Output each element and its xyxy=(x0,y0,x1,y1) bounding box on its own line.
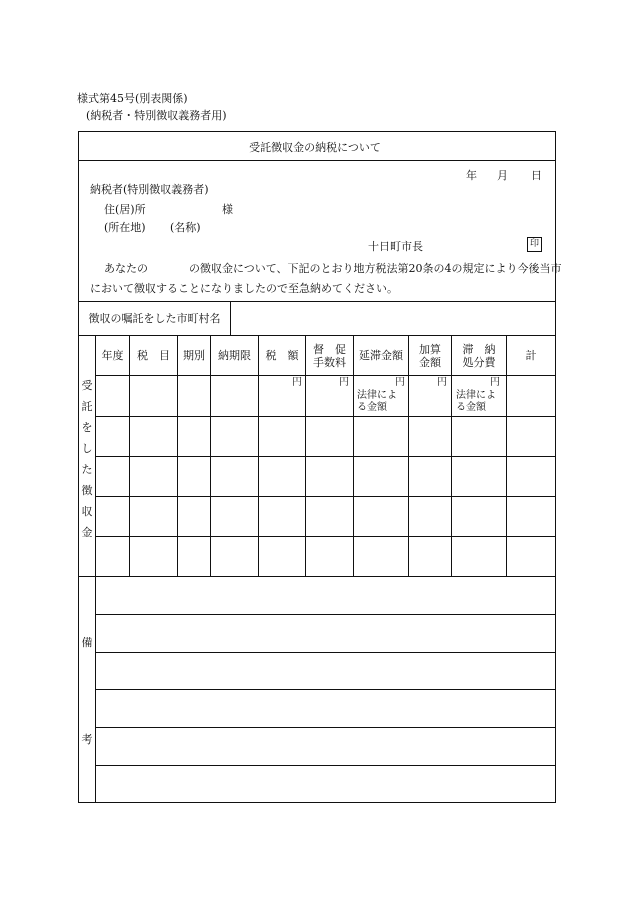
date-day: 日 xyxy=(531,169,542,182)
side-label-char-1: 受 xyxy=(81,379,93,392)
header-tax-amount: 税 額 xyxy=(265,349,299,362)
date-year: 年 xyxy=(466,169,477,182)
side-label-char-6: 徴 xyxy=(81,484,93,497)
form-usage: (納税者・特別徴収義務者用) xyxy=(86,109,227,122)
header-tax-item: 税 目 xyxy=(137,349,170,362)
row-line-3 xyxy=(95,496,555,497)
side-label-char-4: し xyxy=(81,442,93,455)
form-frame xyxy=(78,131,556,803)
form-number: 様式第45号(別表関係) xyxy=(77,92,188,105)
remarks-line-1 xyxy=(95,614,555,615)
row-line-2 xyxy=(95,456,555,457)
remarks-line-5 xyxy=(95,765,555,766)
taxpayer-label: 納税者(特別徴収義務者) xyxy=(90,183,209,196)
seal-mark: 印 xyxy=(527,237,542,252)
side-label-char-2: 託 xyxy=(81,400,93,413)
date-month: 月 xyxy=(497,169,508,182)
unit-dunning-fee: 円 xyxy=(339,377,349,388)
header-total: 計 xyxy=(525,349,537,362)
table-bottom-line xyxy=(79,576,555,577)
side-column-line xyxy=(95,335,96,802)
header-late-charge: 延滞金額 xyxy=(359,349,403,362)
honorific: 様 xyxy=(222,203,233,216)
municipality-divider xyxy=(230,302,231,335)
header-additional-amount: 加算 金額 xyxy=(419,342,441,369)
mayor-title: 十日町市長 xyxy=(368,240,423,253)
remarks-line-3 xyxy=(95,689,555,690)
body-line2: において徴収することになりましたので至急納めてください。 xyxy=(90,282,398,295)
remarks-label-char-2: 考 xyxy=(81,733,93,746)
name-label: (名称) xyxy=(170,221,201,234)
header-bottom-line xyxy=(95,375,555,376)
remarks-line-4 xyxy=(95,727,555,728)
unit-additional-amount: 円 xyxy=(437,377,447,388)
unit-late-charge: 円 xyxy=(395,377,405,388)
row-line-4 xyxy=(95,536,555,537)
remarks-label-char-1: 備 xyxy=(81,636,93,649)
address-label: 住(居)所 xyxy=(104,203,146,216)
body-line1-start: あなたの xyxy=(104,262,148,275)
location-label: (所在地) xyxy=(104,221,146,234)
side-label-char-3: を xyxy=(81,421,93,434)
disposition-cost-legal-note: 法律によ る金額 xyxy=(456,390,496,413)
row-line-1 xyxy=(95,416,555,417)
header-dunning-fee: 督 促 手数料 xyxy=(313,342,346,369)
header-due-date: 納期限 xyxy=(218,349,251,362)
header-period: 期別 xyxy=(183,349,205,362)
form-title: 受託徴収金の納税について xyxy=(249,141,381,154)
body-line1-rest: の徴収金について、下記のとおり地方税法第20条の4の規定により今後当市 xyxy=(189,262,562,275)
side-label-char-8: 金 xyxy=(81,526,93,539)
remarks-line-2 xyxy=(95,652,555,653)
side-label-char-5: た xyxy=(81,463,93,476)
side-label-char-7: 収 xyxy=(81,505,93,518)
municipality-label: 徴収の嘱託をした市町村名 xyxy=(88,311,221,325)
unit-tax-amount: 円 xyxy=(292,377,302,388)
unit-disposition-cost: 円 xyxy=(490,377,500,388)
title-divider xyxy=(79,160,555,161)
late-charge-legal-note: 法律によ る金額 xyxy=(357,390,397,413)
header-disposition-cost: 滞 納 処分費 xyxy=(462,342,496,369)
header-fiscal-year: 年度 xyxy=(101,349,124,362)
